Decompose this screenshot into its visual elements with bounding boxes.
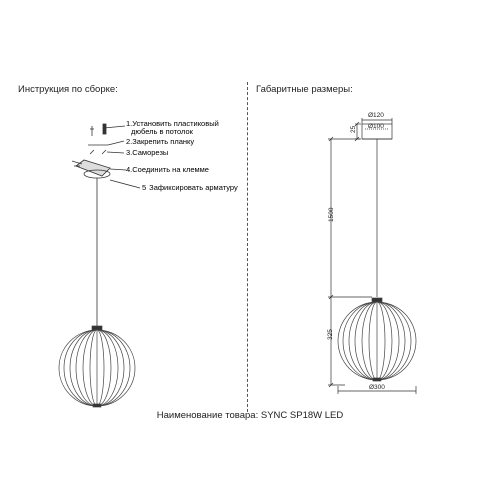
dimension-drawing [328,118,416,394]
product-name-line [0,410,500,421]
globe-diameter: Ø300 [369,384,385,391]
cable-length: 1500 [328,207,335,222]
step-2: 2.Закрепить планку [126,137,195,146]
canopy-outer-diameter: Ø120 [368,112,384,119]
dimension-globe [338,298,416,381]
step-1-line2: дюбель в потолок [131,127,193,136]
product-name: SYNC SP18W LED [260,410,344,421]
canopy-inner-diameter: Ø100 [368,123,384,130]
step-4: 4.Соединить на клемме [126,165,209,174]
assembly-steps [126,119,238,192]
dimension-labels [327,112,385,391]
dimensions-heading: Габаритные размеры: [256,84,353,95]
step-5: 5 Зафиксировать арматуру [142,183,238,192]
assembly-globe [59,326,135,407]
canopy-height: 25 [350,125,357,133]
assembly-heading: Инструкция по сборке: [18,84,118,95]
step-3: 3.Саморезы [126,148,169,157]
product-label: Наименование товара: [156,410,259,421]
step-1: 1.Установить пластиковый [126,119,219,128]
globe-height: 325 [327,329,334,340]
